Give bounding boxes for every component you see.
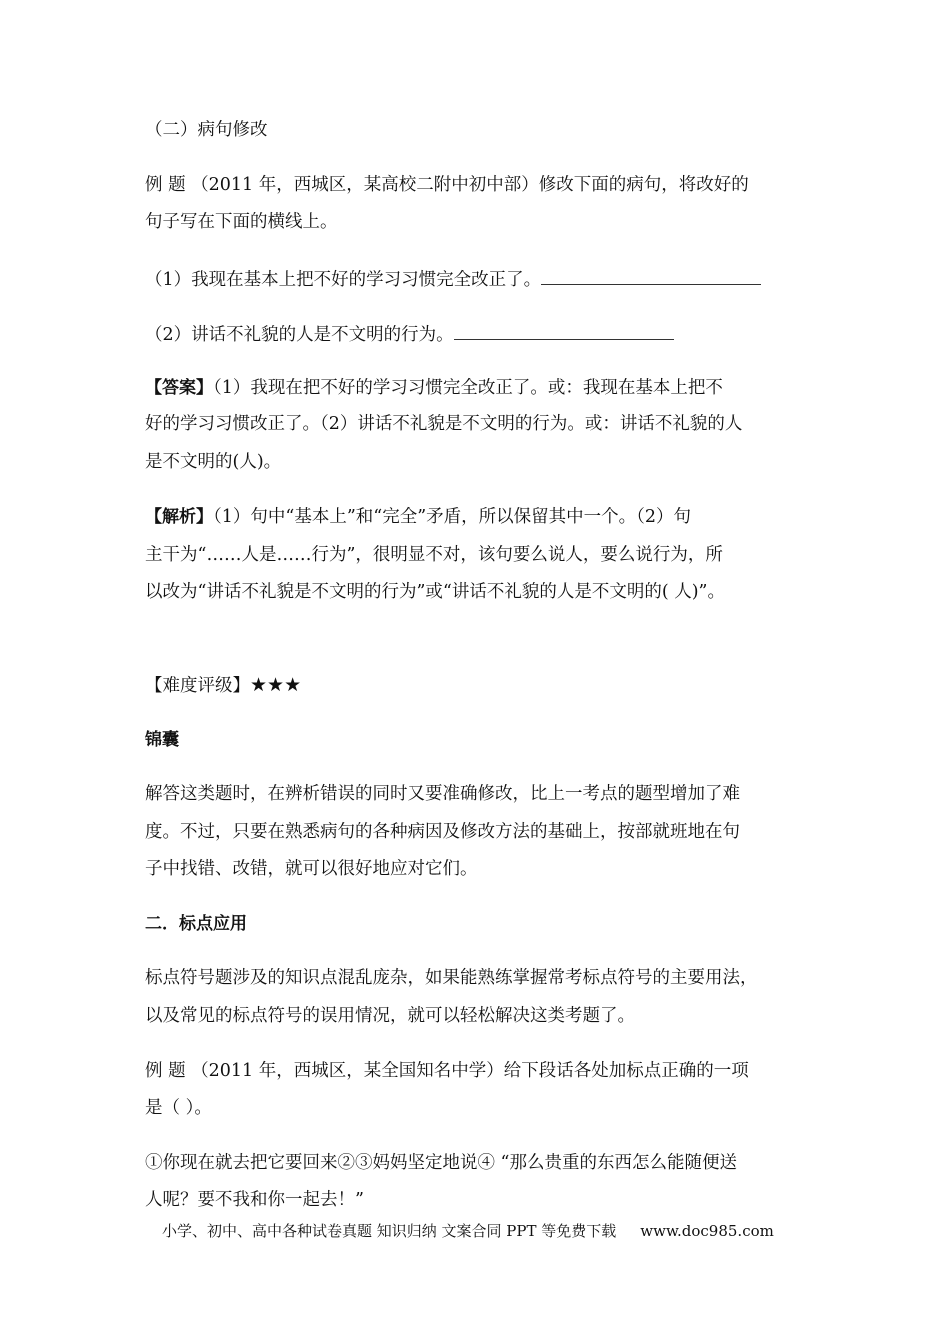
tips-title: 锦囊 (145, 730, 179, 750)
answer-line3: 是不文明的(人)。 (145, 452, 282, 472)
tips-line2: 度。不过，只要在熟悉病句的各种病因及修改方法的基础上，按部就班地在句 (145, 822, 740, 842)
section2-intro2: 以及常见的标点符号的误用情况，就可以轻松解决这类考题了。 (145, 1006, 635, 1026)
answer-text-1: （1）我现在把不好的学习习惯完全改正了。或：我现在基本上把不 (213, 378, 723, 398)
tips-line3: 子中找错、改错，就可以很好地应对它们。 (145, 859, 478, 879)
analysis-line3: 以改为“讲话不礼貌是不文明的行为”或“讲话不礼貌的人是不文明的( 人)”。 (145, 582, 726, 602)
answer-label: 【答案】 (145, 378, 213, 398)
answer-line1 (145, 376, 723, 400)
example1-line2: 句子写在下面的横线上。 (145, 212, 338, 232)
analysis-line1 (145, 505, 691, 529)
question-2-text: （2）讲话不礼貌的人是不文明的行为。 (145, 325, 454, 345)
footer-url[interactable]: www.doc985.com (640, 1222, 774, 1240)
example1-line1: 例 题 （2011 年，西城区，某高校二附中初中部）修改下面的病句，将改好的 (145, 175, 749, 195)
difficulty-label: 【难度评级】 (145, 676, 250, 696)
example2-line1: 例 题 （2011 年，西城区，某全国知名中学）给下段话各处加标点正确的一项 (145, 1061, 749, 1081)
difficulty-rating (145, 673, 301, 698)
page-footer (162, 1221, 774, 1241)
section2-title: 二．标点应用 (145, 914, 247, 934)
answer-blank-1[interactable] (541, 266, 761, 285)
tips-line1: 解答这类题时，在辨析错误的同时又要准确修改，比上一考点的题型增加了难 (145, 784, 740, 804)
example2-sentence1: ①你现在就去把它要回来②③妈妈坚定地说④ “那么贵重的东西怎么能随便送 (145, 1153, 738, 1173)
analysis-label: 【解析】 (145, 507, 213, 527)
question-1 (145, 266, 761, 292)
footer-text: 小学、初中、高中各种试卷真题 知识归纳 文案合同 PPT 等免费下载 (162, 1222, 617, 1240)
example2-line2: 是（ ）。 (145, 1098, 212, 1118)
analysis-line2: 主干为“……人是……行为”，很明显不对，该句要么说人，要么说行为，所 (145, 545, 723, 565)
section-title: （二）病句修改 (145, 120, 268, 140)
question-1-text: （1）我现在基本上把不好的学习习惯完全改正了。 (145, 270, 542, 290)
question-2 (145, 321, 674, 347)
difficulty-stars: ★★★ (250, 674, 302, 696)
analysis-text-1: （1）句中“基本上”和“完全”矛盾，所以保留其中一个。（2）句 (213, 507, 692, 527)
section2-intro1: 标点符号题涉及的知识点混乱庞杂，如果能熟练掌握常考标点符号的主要用法， (145, 968, 758, 988)
answer-line2: 好的学习习惯改正了。（2）讲话不礼貌是不文明的行为。或：讲话不礼貌的人 (145, 414, 743, 434)
answer-blank-2[interactable] (454, 321, 674, 340)
example2-sentence2: 人呢？要不我和你一起去！” (145, 1190, 364, 1210)
